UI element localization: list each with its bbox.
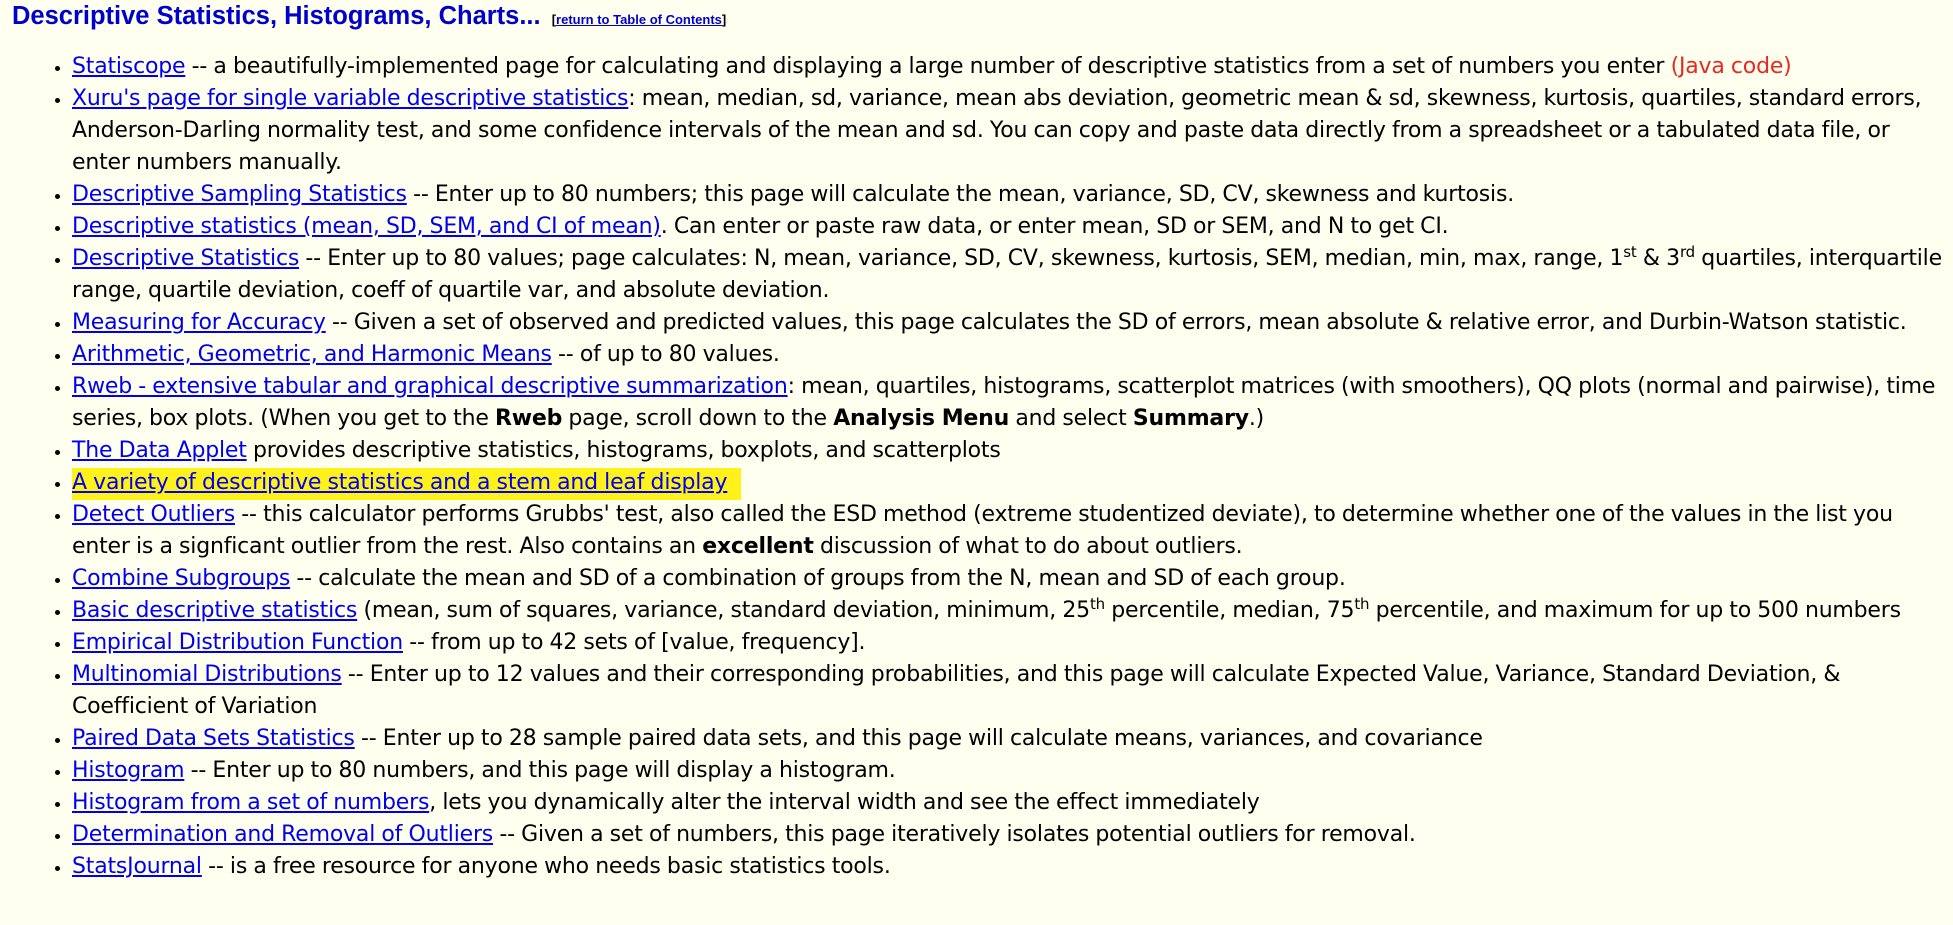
statiscope-link[interactable]: Statiscope — [72, 54, 186, 79]
list-item-text: -- calculate the mean and SD of a combination of groups from the N, mean and SD of each group. — [290, 566, 1346, 591]
bold-text: Summary — [1132, 406, 1249, 431]
list-item-text: -- Given a set of numbers, this page iteratively isolates potential outliers for removal. — [493, 822, 1416, 847]
stem-leaf-link[interactable]: A variety of descriptive statistics and a stem and leaf display — [72, 470, 728, 495]
page-header — [12, 0, 1953, 31]
list-item-descriptive-ci — [72, 211, 1951, 243]
combine-subgroups-link[interactable]: Combine Subgroups — [72, 566, 291, 591]
ordinal-suffix: rd — [1679, 242, 1695, 261]
list-item-text: provides descriptive statistics, histograms, boxplots, and scatterplots — [246, 438, 1001, 463]
list-item-text: . Can enter or paste raw data, or enter mean, SD or SEM, and N to get CI. — [660, 214, 1449, 239]
highlighted-item — [72, 468, 741, 500]
java-code-note: (Java code) — [1670, 54, 1792, 79]
page-title: Descriptive Statistics, Histograms, Charts... — [12, 2, 541, 30]
list-item-text: & 3 — [1636, 246, 1680, 271]
bold-text: Rweb — [494, 406, 563, 431]
statsjournal-link[interactable]: StatsJournal — [72, 854, 202, 879]
return-to-toc-link[interactable]: return to Table of Contents — [556, 12, 722, 27]
list-item-text: , lets you dynamically alter the interval width and see the effect immediately — [429, 790, 1260, 815]
list-item-stem-leaf — [72, 467, 1951, 499]
paired-data-link[interactable]: Paired Data Sets Statistics — [72, 726, 355, 751]
descriptive-sampling-link[interactable]: Descriptive Sampling Statistics — [72, 182, 407, 207]
list-item-text: discussion of what to do about outliers. — [813, 534, 1243, 559]
list-item-xuru — [72, 83, 1951, 179]
list-item-histogram — [72, 755, 1951, 787]
list-item-text: (mean, sum of squares, variance, standard deviation, minimum, 25 — [357, 598, 1090, 623]
list-item-measuring-accuracy — [72, 307, 1951, 339]
list-item-text: -- Enter up to 80 numbers; this page will calculate the mean, variance, SD, CV, skewness and kurtosis. — [406, 182, 1515, 207]
toc-link-wrapper — [552, 12, 727, 27]
list-item-text: : mean, median, sd, variance, mean abs deviation, geometric mean & sd, skewness, kurtosis, quartiles, standard errors, Anderson-Darling normality test, and some confidence intervals of the mean and sd. You can copy and paste data directly from a spreadsheet or a tabulated data file, or enter numbers manually. — [72, 86, 1922, 175]
calculator-list — [12, 51, 1953, 883]
ordinal-suffix: st — [1623, 242, 1637, 261]
list-item-text: percentile, and maximum for up to 500 numbers — [1369, 598, 1901, 623]
means-link[interactable]: Arithmetic, Geometric, and Harmonic Means — [72, 342, 552, 367]
toc-close-bracket: ] — [721, 12, 727, 27]
list-item-text: -- Enter up to 80 values; page calculates: N, mean, variance, SD, CV, skewness, kurtosis, SEM, median, min, max, range, 1 — [299, 246, 1624, 271]
list-item-text: -- is a free resource for anyone who needs basic statistics tools. — [201, 854, 891, 879]
descriptive-ci-link[interactable]: Descriptive statistics (mean, SD, SEM, and CI of mean) — [72, 214, 661, 239]
list-item-paired-data — [72, 723, 1951, 755]
list-item-data-applet — [72, 435, 1951, 467]
list-item-text: -- Given a set of observed and predicted values, this page calculates the SD of errors, mean absolute & relative error, and Durbin-Watson statistic. — [325, 310, 1907, 335]
list-item-text: -- of up to 80 values. — [551, 342, 780, 367]
list-item-text: .) — [1248, 406, 1265, 431]
list-item-empirical-distribution — [72, 627, 1951, 659]
list-item-detect-outliers — [72, 499, 1951, 563]
list-item-statiscope — [72, 51, 1951, 83]
list-item-outlier-removal — [72, 819, 1951, 851]
rweb-link[interactable]: Rweb - extensive tabular and graphical descriptive summarization — [72, 374, 788, 399]
ordinal-suffix: th — [1089, 594, 1105, 613]
outlier-removal-link[interactable]: Determination and Removal of Outliers — [72, 822, 494, 847]
list-item-descriptive-sampling — [72, 179, 1951, 211]
descriptive-statistics-link[interactable]: Descriptive Statistics — [72, 246, 300, 271]
multinomial-link[interactable]: Multinomial Distributions — [72, 662, 342, 687]
list-item-text: and select — [1009, 406, 1133, 431]
list-item-statsjournal — [72, 851, 1951, 883]
list-item-means — [72, 339, 1951, 371]
basic-descriptive-link[interactable]: Basic descriptive statistics — [72, 598, 358, 623]
list-item-text: -- a beautifully-implemented page for calculating and displaying a large number of descriptive statistics from a set of numbers you enter — [185, 54, 1671, 79]
list-item-descriptive-statistics — [72, 243, 1951, 307]
toc-open-bracket: [ — [551, 12, 557, 27]
histogram-link[interactable]: Histogram — [72, 758, 185, 783]
empirical-distribution-link[interactable]: Empirical Distribution Function — [72, 630, 403, 655]
xuru-link[interactable]: Xuru's page for single variable descriptive statistics — [72, 86, 629, 111]
list-item-text: : mean, quartiles, histograms, scatterplot matrices (with smoothers), QQ plots (normal and pairwise), time series, box plots. (When you get to the — [72, 374, 1936, 431]
ordinal-suffix: th — [1354, 594, 1370, 613]
histogram-numbers-link[interactable]: Histogram from a set of numbers — [72, 790, 430, 815]
list-item-basic-descriptive — [72, 595, 1951, 627]
list-item-text: quartiles, interquartile range, quartile deviation, coeff of quartile var, and absolute deviation. — [72, 246, 1942, 303]
list-item-text: percentile, median, 75 — [1104, 598, 1355, 623]
detect-outliers-link[interactable]: Detect Outliers — [72, 502, 236, 527]
list-item-histogram-numbers — [72, 787, 1951, 819]
measuring-accuracy-link[interactable]: Measuring for Accuracy — [72, 310, 326, 335]
list-item-combine-subgroups — [72, 563, 1951, 595]
bold-text: Analysis Menu — [833, 406, 1010, 431]
list-item-multinomial — [72, 659, 1951, 723]
list-item-text: -- Enter up to 12 values and their corresponding probabilities, and this page will calculate Expected Value, Variance, Standard Deviation, & Coefficient of Variation — [72, 662, 1841, 719]
data-applet-link[interactable]: The Data Applet — [72, 438, 247, 463]
list-item-rweb — [72, 371, 1951, 435]
list-item-text: -- Enter up to 80 numbers, and this page will display a histogram. — [184, 758, 896, 783]
list-item-text: -- Enter up to 28 sample paired data sets, and this page will calculate means, variances, and covariance — [354, 726, 1483, 751]
list-item-text: page, scroll down to the — [562, 406, 834, 431]
list-item-text: -- from up to 42 sets of [value, frequency]. — [402, 630, 866, 655]
bold-text: excellent — [702, 534, 814, 559]
list-item-text: -- this calculator performs Grubbs' test, also called the ESD method (extreme studentized deviate), to determine whether one of the values in the list you enter is a signficant outlier from the rest. Also contains an — [72, 502, 1893, 559]
